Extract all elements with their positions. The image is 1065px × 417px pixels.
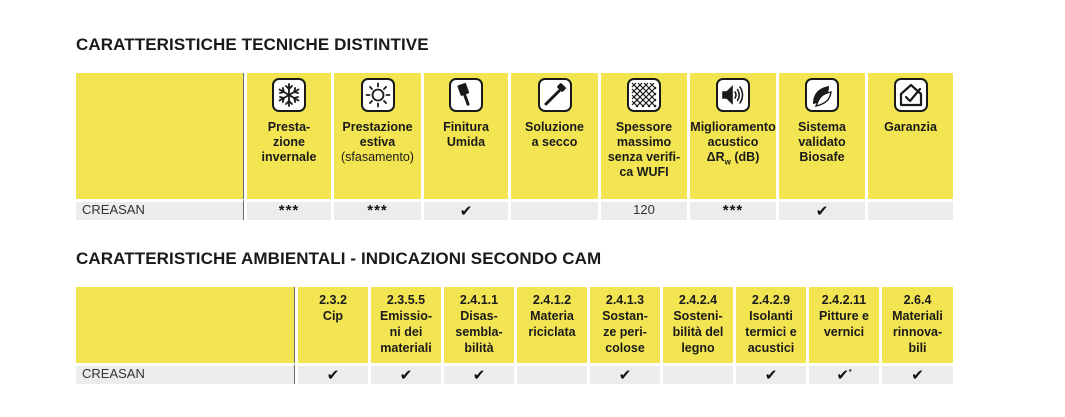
environmental-product-row (76, 363, 953, 384)
value-warranty (865, 199, 953, 220)
brush-icon (449, 78, 483, 112)
footnote-mark: * (848, 369, 852, 376)
cam-value-1: ✔ (295, 363, 368, 384)
cam-col-4: 2.4.1.2 Materia riciclata (514, 287, 587, 363)
cam-col-6: 2.4.2.4 Sosteni- bilità del legno (660, 287, 733, 363)
acoustic-formula: $\Delta R_w$ (dB) (706, 150, 760, 167)
header-label-finish: Finitura Umida (443, 120, 489, 149)
mesh-icon (627, 78, 661, 112)
header-col-winter (244, 73, 331, 199)
cam-value-5: ✔ (587, 363, 660, 384)
value-biosafe: ✔ (776, 199, 865, 220)
screw-icon (538, 78, 572, 112)
header-col-dry (508, 73, 598, 199)
header-label-warranty: Garanzia (884, 120, 937, 134)
environmental-header-row (76, 287, 953, 363)
header-col-warranty (865, 73, 953, 199)
cam-col-2: 2.3.5.5 Emissio- ni dei materiali (368, 287, 441, 363)
header-label-dry: Soluzione a secco (524, 120, 585, 149)
header-empty-cell (76, 287, 295, 363)
sun-icon (361, 78, 395, 112)
header-label-thickness: Spessore massimo senza verifi- ca WUFI (607, 120, 681, 179)
header-col-finish (421, 73, 508, 199)
cam-value-8: ✔* (806, 363, 879, 384)
header-label-acoustic: Miglioramento acustico $\Delta R_w$ (dB) (688, 120, 777, 170)
header-col-summer (331, 73, 421, 199)
cam-col-9: 2.6.4 Materiali rinnova- bili (879, 287, 953, 363)
technical-product-row (76, 199, 953, 220)
cam-col-8: 2.4.2.11 Pitture e vernici (806, 287, 879, 363)
header-col-biosafe (776, 73, 865, 199)
section-title-technical: CARATTERISTICHE TECNICHE DISTINTIVE (76, 35, 429, 54)
cam-col-5: 2.4.1.3 Sostan- ze peri- colose (587, 287, 660, 363)
value-thickness: 120 (598, 199, 687, 220)
value-finish: ✔ (421, 199, 508, 220)
header-label-summer: Prestazione estiva (sfasamento) (341, 120, 414, 164)
cam-value-4 (514, 363, 587, 384)
section-title-environmental: CARATTERISTICHE AMBIENTALI - INDICAZIONI SECONDO CAM (76, 249, 602, 268)
value-summer: *** (331, 199, 421, 220)
cam-col-3: 2.4.1.1 Disas- sembla- bilità (441, 287, 514, 363)
header-label-biosafe: Sistema validato Biosafe (798, 120, 846, 164)
cam-value-9: ✔ (879, 363, 953, 384)
cam-value-2: ✔ (368, 363, 441, 384)
header-col-thickness (598, 73, 687, 199)
environmental-cam-table (76, 287, 953, 384)
product-name: CREASAN (76, 199, 244, 220)
house-check-icon (894, 78, 928, 112)
value-acoustic: *** (687, 199, 776, 220)
header-empty-cell (76, 73, 244, 199)
value-winter: *** (244, 199, 331, 220)
cam-value-3: ✔ (441, 363, 514, 384)
speaker-icon (716, 78, 750, 112)
cam-col-7: 2.4.2.9 Isolanti termici e acustici (733, 287, 806, 363)
cam-col-1: 2.3.2 Cip (295, 287, 368, 363)
technical-header-row (76, 73, 953, 199)
header-col-acoustic (687, 73, 776, 199)
cam-value-6 (660, 363, 733, 384)
value-dry (508, 199, 598, 220)
leaves-icon (805, 78, 839, 112)
product-name: CREASAN (76, 363, 295, 384)
header-label-winter: Presta- zione invernale (261, 120, 317, 164)
technical-features-table (76, 73, 953, 220)
snowflake-icon (272, 78, 306, 112)
cam-value-7: ✔ (733, 363, 806, 384)
